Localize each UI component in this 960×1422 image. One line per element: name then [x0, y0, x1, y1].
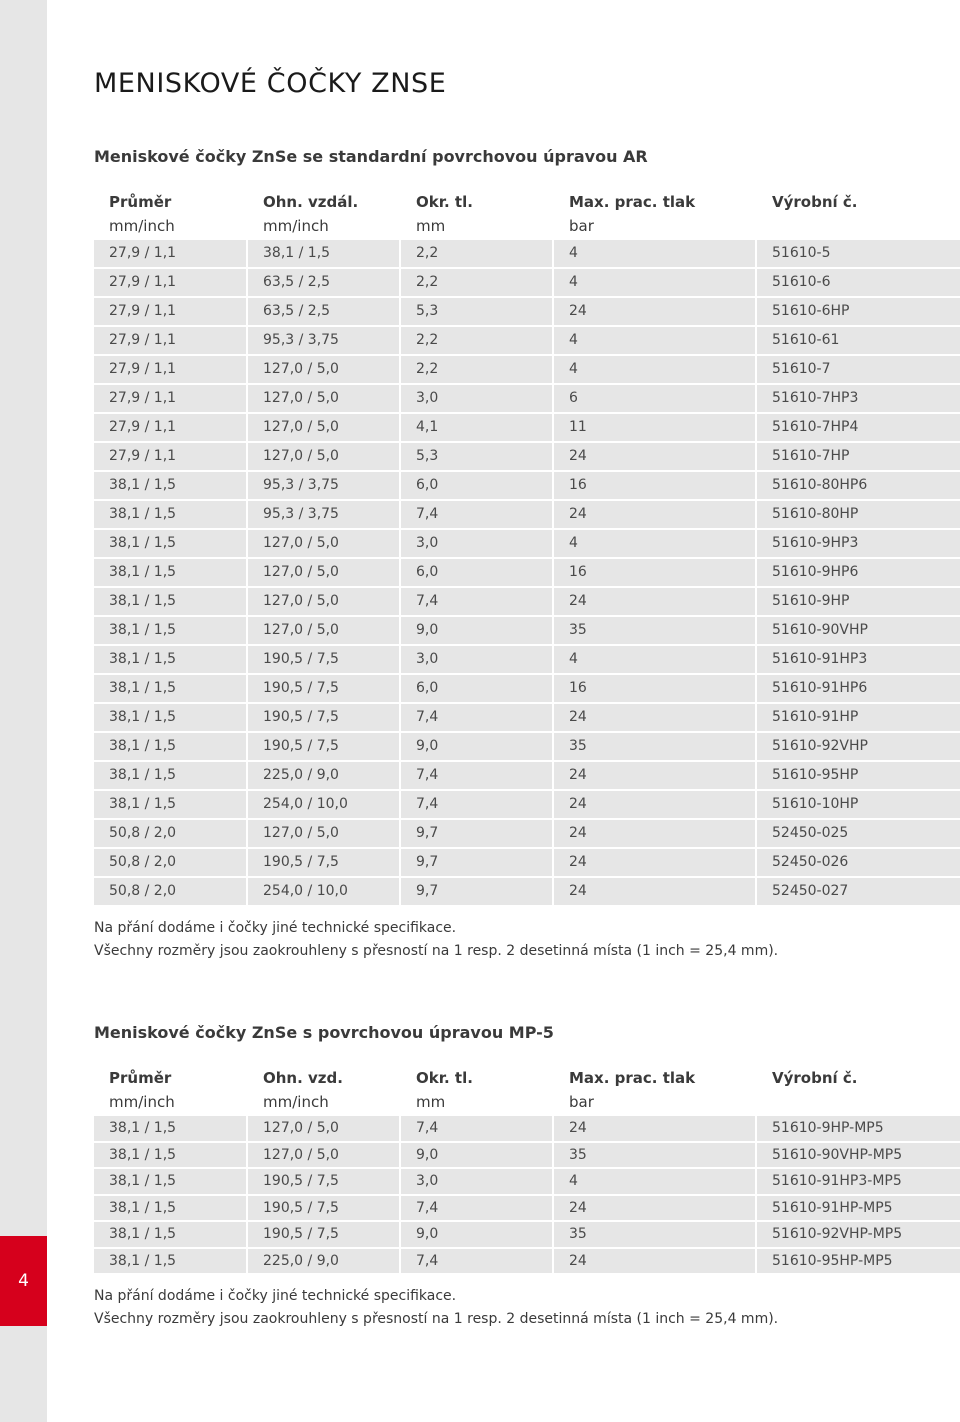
table-row: [94, 617, 960, 644]
cell-part-number: 51610-90VHP: [757, 617, 960, 644]
note-line: Na přání dodáme i čočky jiné technické specifikace.: [94, 1288, 457, 1304]
table-row: [94, 820, 960, 847]
cell-diameter: 38,1 / 1,5: [94, 791, 246, 818]
cell-edge-thickness: 7,4: [401, 1249, 552, 1274]
table-row: [94, 1169, 960, 1194]
table-row: [94, 472, 960, 499]
cell-focal-length: 127,0 / 5,0: [248, 1143, 399, 1168]
cell-max-pressure: 16: [554, 472, 755, 499]
cell-edge-thickness: 2,2: [401, 356, 552, 383]
cell-diameter: 38,1 / 1,5: [94, 588, 246, 615]
cell-max-pressure: 16: [554, 559, 755, 586]
table-row: [94, 1249, 960, 1274]
cell-max-pressure: 4: [554, 327, 755, 354]
cell-focal-length: 225,0 / 9,0: [248, 1249, 399, 1274]
cell-diameter: 38,1 / 1,5: [94, 1169, 246, 1194]
page-title: MENISKOVÉ ČOČKY ZNSE: [94, 68, 447, 99]
cell-max-pressure: 24: [554, 588, 755, 615]
cell-focal-length: 95,3 / 3,75: [248, 472, 399, 499]
header-unit: [772, 1090, 960, 1114]
table-row: [94, 559, 960, 586]
cell-part-number: 51610-91HP3: [757, 646, 960, 673]
section-ar-coating: [94, 146, 960, 963]
cell-max-pressure: 24: [554, 791, 755, 818]
table-row: [94, 733, 960, 760]
cell-edge-thickness: 9,0: [401, 1222, 552, 1247]
table-row: [94, 356, 960, 383]
table-row: [94, 385, 960, 412]
table-row: [94, 327, 960, 354]
cell-diameter: 38,1 / 1,5: [94, 1116, 246, 1141]
cell-max-pressure: 24: [554, 704, 755, 731]
cell-max-pressure: 24: [554, 1116, 755, 1141]
cell-diameter: 27,9 / 1,1: [94, 385, 246, 412]
cell-part-number: 51610-90VHP-MP5: [757, 1143, 960, 1168]
cell-focal-length: 254,0 / 10,0: [248, 878, 399, 905]
header-label: Okr. tl.: [416, 193, 473, 211]
cell-part-number: 51610-95HP-MP5: [757, 1249, 960, 1274]
cell-edge-thickness: 2,2: [401, 240, 552, 267]
cell-focal-length: 190,5 / 7,5: [248, 733, 399, 760]
cell-part-number: 51610-9HP6: [757, 559, 960, 586]
header-unit: [772, 214, 960, 238]
header-max-pressure: [554, 190, 757, 238]
cell-max-pressure: 24: [554, 762, 755, 789]
cell-edge-thickness: 3,0: [401, 646, 552, 673]
cell-diameter: 27,9 / 1,1: [94, 298, 246, 325]
cell-max-pressure: 35: [554, 617, 755, 644]
table-row: [94, 501, 960, 528]
cell-max-pressure: 4: [554, 240, 755, 267]
cell-max-pressure: 35: [554, 733, 755, 760]
cell-part-number: 51610-92VHP-MP5: [757, 1222, 960, 1247]
cell-edge-thickness: 5,3: [401, 443, 552, 470]
header-unit: mm/inch: [109, 217, 175, 235]
cell-focal-length: 63,5 / 2,5: [248, 298, 399, 325]
header-unit: mm/inch: [263, 1093, 329, 1111]
cell-part-number: 51610-7HP3: [757, 385, 960, 412]
cell-focal-length: 190,5 / 7,5: [248, 646, 399, 673]
cell-focal-length: 190,5 / 7,5: [248, 675, 399, 702]
cell-edge-thickness: 9,0: [401, 617, 552, 644]
table-row: [94, 1116, 960, 1141]
cell-focal-length: 190,5 / 7,5: [248, 1196, 399, 1221]
cell-edge-thickness: 7,4: [401, 1116, 552, 1141]
cell-edge-thickness: 7,4: [401, 791, 552, 818]
cell-max-pressure: 6: [554, 385, 755, 412]
table-row: [94, 1196, 960, 1221]
cell-edge-thickness: 3,0: [401, 1169, 552, 1194]
cell-focal-length: 127,0 / 5,0: [248, 530, 399, 557]
cell-diameter: 38,1 / 1,5: [94, 675, 246, 702]
cell-max-pressure: 24: [554, 849, 755, 876]
header-unit: mm/inch: [109, 1093, 175, 1111]
cell-part-number: 52450-026: [757, 849, 960, 876]
table-body: [94, 240, 960, 905]
notes: [94, 1285, 960, 1331]
header-label: Ohn. vzdál.: [263, 193, 359, 211]
header-label: Ohn. vzd.: [263, 1069, 343, 1087]
cell-part-number: 51610-95HP: [757, 762, 960, 789]
cell-diameter: 50,8 / 2,0: [94, 849, 246, 876]
header-part-number: [757, 190, 960, 238]
cell-part-number: 51610-9HP3: [757, 530, 960, 557]
cell-diameter: 38,1 / 1,5: [94, 733, 246, 760]
table-row: [94, 878, 960, 905]
cell-part-number: 51610-7HP: [757, 443, 960, 470]
cell-edge-thickness: 2,2: [401, 327, 552, 354]
cell-edge-thickness: 9,0: [401, 1143, 552, 1168]
cell-part-number: 51610-91HP6: [757, 675, 960, 702]
note-line: Všechny rozměry jsou zaokrouhleny s přesností na 1 resp. 2 desetinná místa (1 inch = 25,4 mm).: [94, 943, 779, 959]
cell-focal-length: 95,3 / 3,75: [248, 327, 399, 354]
cell-max-pressure: 16: [554, 675, 755, 702]
cell-part-number: 52450-025: [757, 820, 960, 847]
cell-part-number: 51610-6: [757, 269, 960, 296]
cell-focal-length: 225,0 / 9,0: [248, 762, 399, 789]
table-row: [94, 849, 960, 876]
cell-diameter: 27,9 / 1,1: [94, 240, 246, 267]
cell-max-pressure: 35: [554, 1143, 755, 1168]
section-title: Meniskové čočky ZnSe se standardní povrchovou úpravou AR: [94, 147, 648, 166]
cell-diameter: 38,1 / 1,5: [94, 472, 246, 499]
cell-edge-thickness: 6,0: [401, 559, 552, 586]
cell-part-number: 51610-91HP-MP5: [757, 1196, 960, 1221]
cell-edge-thickness: 7,4: [401, 762, 552, 789]
cell-focal-length: 190,5 / 7,5: [248, 849, 399, 876]
cell-part-number: 51610-5: [757, 240, 960, 267]
cell-edge-thickness: 9,7: [401, 820, 552, 847]
header-focal-length: [248, 190, 401, 238]
cell-focal-length: 127,0 / 5,0: [248, 820, 399, 847]
cell-edge-thickness: 3,0: [401, 385, 552, 412]
cell-edge-thickness: 3,0: [401, 530, 552, 557]
cell-focal-length: 127,0 / 5,0: [248, 559, 399, 586]
cell-focal-length: 127,0 / 5,0: [248, 385, 399, 412]
page-number-tab: [0, 1236, 47, 1326]
cell-focal-length: 190,5 / 7,5: [248, 1169, 399, 1194]
table-header: [94, 1066, 960, 1114]
header-unit: mm: [416, 217, 446, 235]
cell-max-pressure: 11: [554, 414, 755, 441]
cell-diameter: 38,1 / 1,5: [94, 1143, 246, 1168]
cell-diameter: 38,1 / 1,5: [94, 704, 246, 731]
cell-edge-thickness: 4,1: [401, 414, 552, 441]
cell-edge-thickness: 9,7: [401, 849, 552, 876]
cell-max-pressure: 4: [554, 530, 755, 557]
header-label: Max. prac. tlak: [569, 193, 696, 211]
header-unit: bar: [569, 1093, 594, 1111]
header-edge-thickness: [401, 190, 554, 238]
table-row: [94, 414, 960, 441]
table-row: [94, 588, 960, 615]
cell-diameter: 27,9 / 1,1: [94, 443, 246, 470]
cell-diameter: 38,1 / 1,5: [94, 762, 246, 789]
cell-diameter: 38,1 / 1,5: [94, 501, 246, 528]
cell-focal-length: 127,0 / 5,0: [248, 443, 399, 470]
cell-part-number: 51610-10HP: [757, 791, 960, 818]
page-number: 4: [18, 1271, 29, 1291]
table-row: [94, 240, 960, 267]
cell-focal-length: 38,1 / 1,5: [248, 240, 399, 267]
cell-max-pressure: 24: [554, 501, 755, 528]
table-row: [94, 269, 960, 296]
table-row: [94, 704, 960, 731]
cell-part-number: 51610-80HP6: [757, 472, 960, 499]
header-max-pressure: [554, 1066, 757, 1114]
table-row: [94, 1222, 960, 1247]
table-body: [94, 1116, 960, 1273]
header-label: Průměr: [109, 1069, 172, 1087]
section-title: Meniskové čočky ZnSe s povrchovou úpravou MP-5: [94, 1023, 554, 1042]
cell-part-number: 51610-92VHP: [757, 733, 960, 760]
cell-part-number: 51610-9HP: [757, 588, 960, 615]
cell-part-number: 51610-9HP-MP5: [757, 1116, 960, 1141]
section-mp5-coating: [94, 1022, 960, 1331]
cell-diameter: 38,1 / 1,5: [94, 1196, 246, 1221]
header-label: Výrobní č.: [772, 1069, 858, 1087]
cell-edge-thickness: 7,4: [401, 501, 552, 528]
header-focal-length: [248, 1066, 401, 1114]
cell-max-pressure: 24: [554, 820, 755, 847]
cell-focal-length: 127,0 / 5,0: [248, 617, 399, 644]
cell-edge-thickness: 5,3: [401, 298, 552, 325]
table-row: [94, 791, 960, 818]
note-line: Na přání dodáme i čočky jiné technické specifikace.: [94, 920, 457, 936]
table-row: [94, 762, 960, 789]
header-label: Max. prac. tlak: [569, 1069, 696, 1087]
cell-diameter: 50,8 / 2,0: [94, 820, 246, 847]
cell-diameter: 27,9 / 1,1: [94, 414, 246, 441]
cell-edge-thickness: 9,0: [401, 733, 552, 760]
header-label: Okr. tl.: [416, 1069, 473, 1087]
cell-max-pressure: 4: [554, 646, 755, 673]
cell-focal-length: 127,0 / 5,0: [248, 356, 399, 383]
cell-part-number: 51610-6HP: [757, 298, 960, 325]
header-label: Průměr: [109, 193, 172, 211]
cell-focal-length: 254,0 / 10,0: [248, 791, 399, 818]
header-part-number: [757, 1066, 960, 1114]
cell-max-pressure: 24: [554, 1196, 755, 1221]
cell-edge-thickness: 7,4: [401, 1196, 552, 1221]
cell-edge-thickness: 7,4: [401, 588, 552, 615]
cell-max-pressure: 24: [554, 1249, 755, 1274]
cell-diameter: 38,1 / 1,5: [94, 617, 246, 644]
cell-part-number: 51610-7HP4: [757, 414, 960, 441]
cell-edge-thickness: 9,7: [401, 878, 552, 905]
cell-max-pressure: 4: [554, 1169, 755, 1194]
cell-focal-length: 190,5 / 7,5: [248, 1222, 399, 1247]
table-row: [94, 1143, 960, 1168]
table-row: [94, 675, 960, 702]
cell-edge-thickness: 6,0: [401, 675, 552, 702]
cell-part-number: 51610-91HP3-MP5: [757, 1169, 960, 1194]
header-diameter: [94, 1066, 248, 1114]
notes: [94, 917, 960, 963]
cell-diameter: 38,1 / 1,5: [94, 1249, 246, 1274]
cell-diameter: 27,9 / 1,1: [94, 269, 246, 296]
cell-part-number: 51610-61: [757, 327, 960, 354]
table-header: [94, 190, 960, 238]
cell-max-pressure: 24: [554, 298, 755, 325]
cell-focal-length: 127,0 / 5,0: [248, 1116, 399, 1141]
cell-max-pressure: 4: [554, 356, 755, 383]
header-unit: mm: [416, 1093, 446, 1111]
cell-focal-length: 190,5 / 7,5: [248, 704, 399, 731]
cell-focal-length: 63,5 / 2,5: [248, 269, 399, 296]
side-band: [0, 0, 47, 1422]
table-row: [94, 298, 960, 325]
cell-max-pressure: 24: [554, 443, 755, 470]
cell-diameter: 50,8 / 2,0: [94, 878, 246, 905]
cell-edge-thickness: 7,4: [401, 704, 552, 731]
cell-edge-thickness: 2,2: [401, 269, 552, 296]
header-unit: bar: [569, 217, 594, 235]
cell-diameter: 38,1 / 1,5: [94, 646, 246, 673]
cell-diameter: 27,9 / 1,1: [94, 327, 246, 354]
header-edge-thickness: [401, 1066, 554, 1114]
cell-max-pressure: 35: [554, 1222, 755, 1247]
cell-part-number: 52450-027: [757, 878, 960, 905]
table-row: [94, 530, 960, 557]
header-label: Výrobní č.: [772, 193, 858, 211]
cell-max-pressure: 4: [554, 269, 755, 296]
cell-part-number: 51610-7: [757, 356, 960, 383]
cell-diameter: 38,1 / 1,5: [94, 530, 246, 557]
cell-part-number: 51610-91HP: [757, 704, 960, 731]
cell-focal-length: 95,3 / 3,75: [248, 501, 399, 528]
header-diameter: [94, 190, 248, 238]
cell-diameter: 38,1 / 1,5: [94, 1222, 246, 1247]
table-row: [94, 443, 960, 470]
note-line: Všechny rozměry jsou zaokrouhleny s přesností na 1 resp. 2 desetinná místa (1 inch = 25,4 mm).: [94, 1311, 779, 1327]
cell-diameter: 38,1 / 1,5: [94, 559, 246, 586]
cell-diameter: 27,9 / 1,1: [94, 356, 246, 383]
cell-part-number: 51610-80HP: [757, 501, 960, 528]
table-row: [94, 646, 960, 673]
cell-focal-length: 127,0 / 5,0: [248, 414, 399, 441]
cell-edge-thickness: 6,0: [401, 472, 552, 499]
cell-max-pressure: 24: [554, 878, 755, 905]
cell-focal-length: 127,0 / 5,0: [248, 588, 399, 615]
header-unit: mm/inch: [263, 217, 329, 235]
